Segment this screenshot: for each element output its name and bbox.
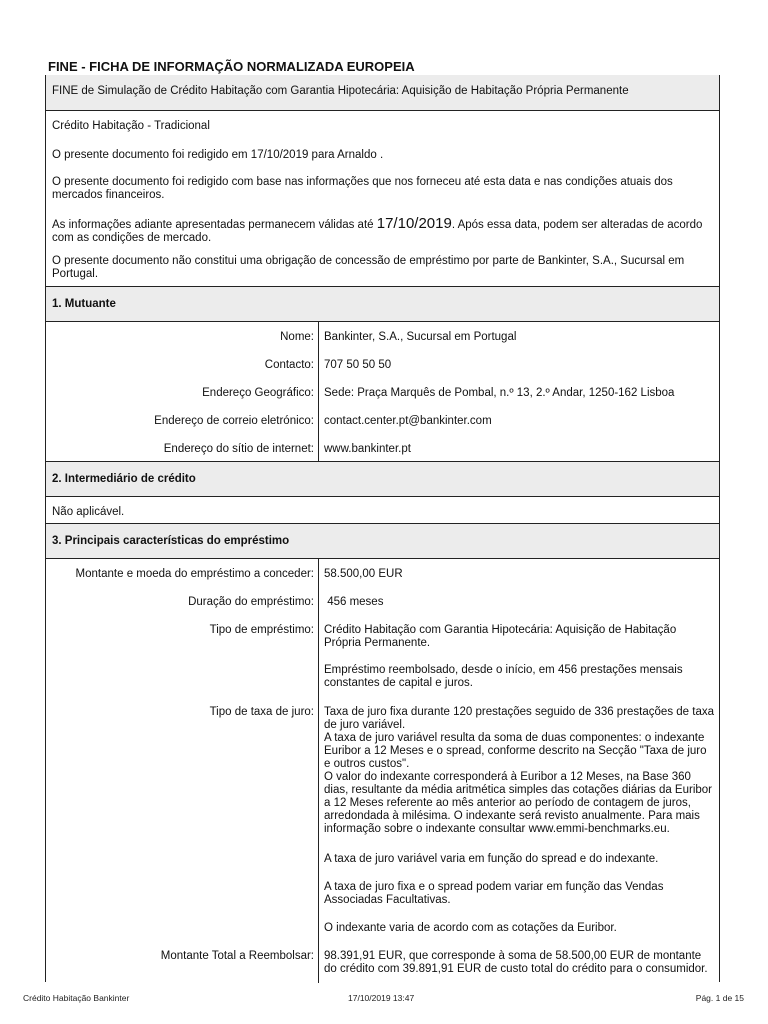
intermediary-text: Não aplicável.: [52, 506, 125, 518]
email-value: contact.center.pt@bankinter.com: [324, 415, 492, 427]
total-repay-value: 98.391,91 EUR, que corresponde à soma de 58.500,00 EUR de montante do crédito com 39.891,91 EUR de custo total do crédito para o consumidor.: [324, 950, 708, 975]
loan-repayment-value: Empréstimo reembolsado, desde o início, em 456 prestações mensais constantes de capital e juros.: [324, 664, 683, 689]
loan-type-label: Tipo de empréstimo:: [209, 624, 314, 636]
section-2-heading: 2. Intermediário de crédito: [46, 461, 719, 497]
variable-rate-description: A taxa de juro variável resulta da soma de duas componentes: o indexante Euribor a 12 Meses e o spread, conforme descrito na Secção "Taxa de juro e outros custos".: [324, 732, 707, 770]
address-value: Sede: Praça Marquês de Pombal, n.º 13, 2.º Andar, 1250-162 Lisboa: [324, 387, 675, 399]
lender-name-label: Nome:: [280, 331, 314, 343]
duration-label: Duração do empréstimo:: [188, 596, 314, 608]
footer-left: Crédito Habitação Bankinter: [23, 993, 130, 1003]
document-title: FINE - FICHA DE INFORMAÇÃO NORMALIZADA EUROPEIA: [48, 59, 415, 74]
rate-type-label: Tipo de taxa de juro:: [209, 706, 314, 718]
duration-value: 456 meses: [324, 596, 384, 608]
lender-name-value: Bankinter, S.A., Sucursal em Portugal: [324, 331, 517, 343]
email-label: Endereço de correio eletrónico:: [154, 415, 314, 427]
section-3-divider: [318, 558, 319, 983]
product-name: Crédito Habitação - Tradicional: [52, 120, 210, 132]
address-label: Endereço Geográfico:: [202, 387, 314, 399]
header-row: FINE de Simulação de Crédito Habitação com Garantia Hipotecária: Aquisição de Habitação Própria Permanente: [46, 75, 719, 111]
validity-date: 17/10/2019: [376, 215, 452, 232]
validity-suffix: . Após essa data, podem ser alteradas de acordo com as condições de mercado.: [52, 219, 703, 244]
amount-value: 58.500,00 EUR: [324, 568, 403, 580]
section-1-divider: [318, 321, 319, 462]
drafted-statement: O presente documento foi redigido em 17/10/2019 para Arnaldo .: [52, 149, 384, 161]
loan-type-value: Crédito Habitação com Garantia Hipotecária: Aquisição de Habitação Própria Permanente.: [324, 624, 677, 649]
amount-label: Montante e moeda do empréstimo a conceder:: [75, 568, 314, 580]
no-obligation-statement: O presente documento não constitui uma obrigação de concessão de empréstimo por parte de Bankinter, S.A., Sucursal em Portugal.: [52, 255, 685, 280]
fixed-rate-note: A taxa de juro fixa e o spread podem variar em função das Vendas Associadas Facultativas.: [324, 881, 664, 906]
website-label: Endereço do sítio de internet:: [163, 443, 314, 455]
fine-form: [45, 75, 720, 982]
website-value: www.bankinter.pt: [324, 443, 411, 455]
rate-type-value: Taxa de juro fixa durante 120 prestações seguido de 336 prestações de taxa de juro variável.: [324, 706, 714, 731]
basis-statement: O presente documento foi redigido com base nas informações que nos forneceu até esta data e nas condições atuais dos mercados financeiros.: [52, 176, 673, 201]
contact-label: Contacto:: [264, 359, 314, 371]
total-repay-label: Montante Total a Reembolsar:: [160, 950, 314, 962]
validity-prefix: As informações adiante apresentadas permanecem válidas até: [52, 219, 377, 231]
variable-rate-note: A taxa de juro variável varia em função do spread e do indexante.: [324, 853, 659, 865]
section-3-heading: 3. Principais características do empréstimo: [46, 523, 719, 559]
index-description: O valor do indexante corresponderá à Euribor a 12 Meses, na Base 360 dias, resultante da média aritmética simples das cotações diárias da Euribor a 12 Meses referente ao mês anterior ao período de contagem de juros, arredondada à milésima. O indexante será revisto anualmente. Para mais informação sobre o indexante consultar www.emmi-benchmarks.eu.: [324, 771, 712, 835]
section-1-heading: 1. Mutuante: [46, 286, 719, 322]
footer-page-number: Pág. 1 de 15: [695, 993, 744, 1003]
footer-timestamp: 17/10/2019 13:47: [348, 993, 415, 1003]
contact-value: 707 50 50 50: [324, 359, 392, 371]
index-note: O indexante varia de acordo com as cotações da Euribor.: [324, 922, 617, 934]
validity-statement: [52, 217, 712, 245]
